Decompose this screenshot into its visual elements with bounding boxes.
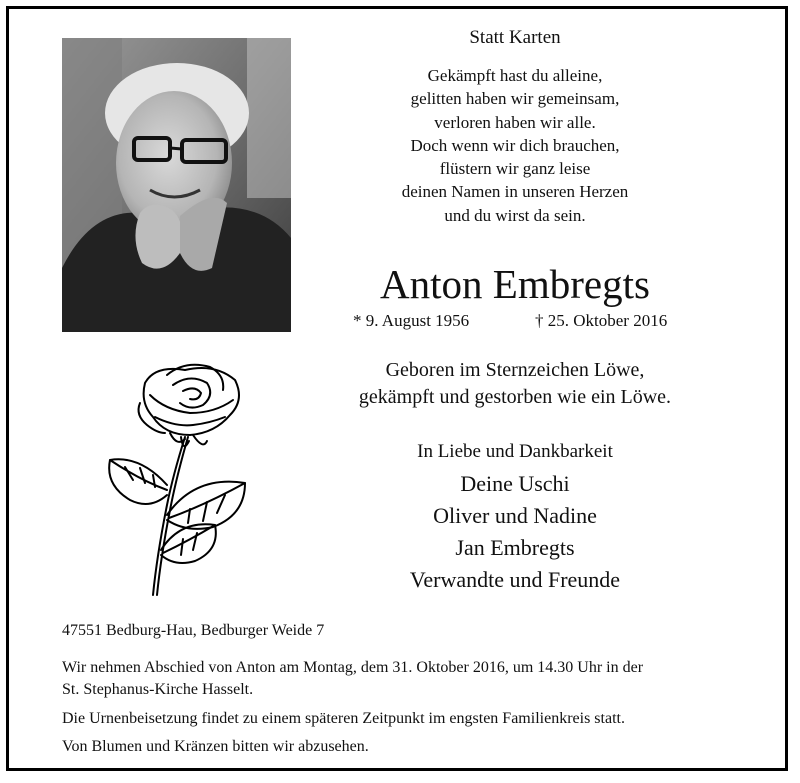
mourner-name: Jan Embregts [455,535,575,560]
birth-date: * 9. August 1956 [353,311,470,330]
poem-line: gelitten haben wir gemeinsam, [410,89,620,109]
mourner-name: Deine Uschi [460,471,570,496]
poem-line: Doch wenn wir dich brauchen, [410,135,620,155]
poem-line: Gekämpft hast du alleine, [427,66,603,85]
flowers-notice-line: Von Blumen und Kränzen bitten wir abzusehen. [62,738,369,755]
funeral-notice-line: Wir nehmen Abschied von Anton am Montag, dem 31. Oktober 2016, um 14.30 Uhr in der [62,659,644,676]
mourner-name: Verwandte und Freunde [409,567,621,592]
zodiac-line: gekämpft und gestorben wie ein Löwe. [358,386,672,408]
rose-icon [95,355,260,600]
mourner-name: Oliver und Nadine [433,503,597,528]
poem-line: verloren haben wir alle. [434,112,596,132]
statt-karten-heading: Statt Karten [469,27,561,48]
zodiac-text [315,357,715,411]
address-line: 47551 Bedburg-Hau, Bedburger Weide 7 [62,622,325,639]
dedication-intro: In Liebe und Dankbarkeit [417,441,613,462]
poem-line: flüstern wir ganz leise [439,159,591,179]
burial-notice-line: Die Urnenbeisetzung findet zu einem späteren Zeitpunkt im engsten Familienkreis statt. [62,710,625,727]
poem-line: deinen Namen in unseren Herzen [401,182,629,202]
poem-line: und du wirst da sein. [444,205,586,225]
portrait-photo [62,38,291,332]
zodiac-line: Geboren im Sternzeichen Löwe, [385,359,645,381]
mourners-list [315,468,715,596]
poem [315,64,715,227]
death-date: † 25. Oktober 2016 [535,311,668,330]
portrait-photo-illustration [62,38,291,332]
funeral-notice-line: St. Stephanus-Kirche Hasselt. [62,681,254,698]
deceased-name: Anton Embregts [380,261,650,307]
